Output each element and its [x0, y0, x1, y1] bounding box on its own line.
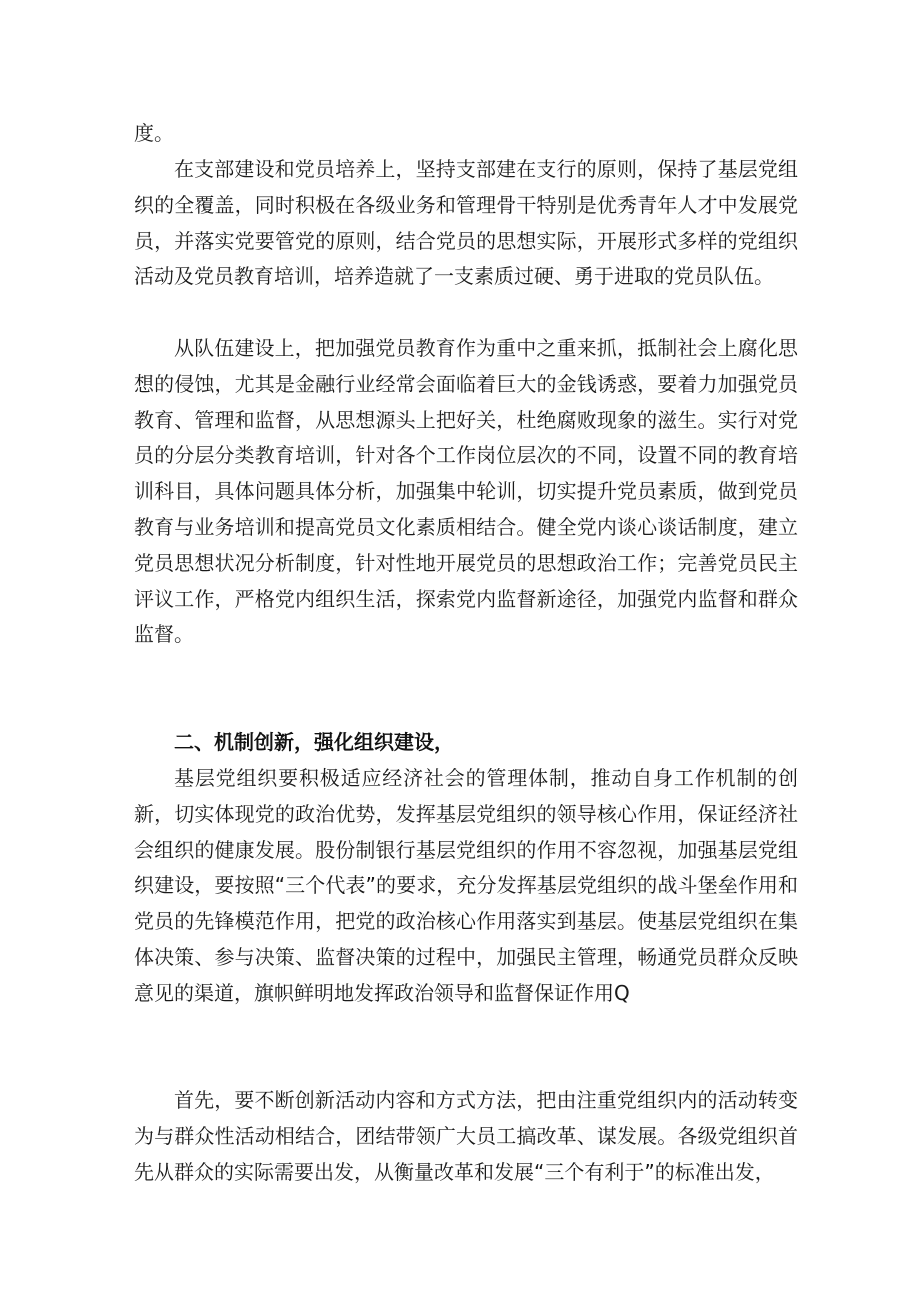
paragraph-first: 首先，要不断创新活动内容和方式方法，把由注重党组织内的活动转变为与群众性活动相结合，团结带领广大员工搞改革、谋发展。各级党组织首先从群众的实际需要出发，从衡量改革和发展“三个有利于”的标准出发，	[134, 1088, 798, 1184]
section-heading: 二、机制创新，强化组织建设，	[174, 730, 454, 754]
paragraph-continuation: 度。	[134, 121, 174, 145]
paragraph-team-building: 从队伍建设上，把加强党员教育作为重中之重来抓，抵制社会上腐化思想的侵蚀，尤其是金融行业经常会面临着巨大的金钱诱惑，要着力加强党员教育、管理和监督，从思想源头上把好关，杜绝腐败现象的滋生。实行对党员的分层分类教育培训，针对各个工作岗位层次的不同，设置不同的教育培训科目，具体问题具体分析，加强集中轮训，切实提升党员素质，做到党员教育与业务培训和提高党员文化素质相结合。健全党内谈心谈话制度，建立党员思想状况分析制度，针对性地开展党员的思想政治工作；完善党员民主评议工作，严格党内组织生活，探索党内监督新途径，加强党内监督和群众监督。	[134, 336, 798, 647]
paragraph-mechanism-innovation: 基层党组织要积极适应经济社会的管理体制，推动自身工作机制的创新，切实体现党的政治优势，发挥基层党组织的领导核心作用，保证经济社会组织的健康发展。股份制银行基层党组织的作用不容忽视，加强基层党组织建设，要按照“三个代表”的要求，充分发挥基层党组织的战斗堡垒作用和党员的先锋模范作用，把党的政治核心作用落实到基层。使基层党组织在集体决策、参与决策、监督决策的过程中，加强民主管理，畅通党员群众反映意见的渠道，旗帜鲜明地发挥政治领导和监督保证作用Q	[134, 766, 798, 1005]
paragraph-branch-building: 在支部建设和党员培养上，坚持支部建在支行的原则，保持了基层党组织的全覆盖，同时积极在各级业务和管理骨干特别是优秀青年人才中发展党员，并落实党要管党的原则，结合党员的思想实际，开展形式多样的党组织活动及党员教育培训，培养造就了一支素质过硬、勇于进取的党员队伍。	[134, 157, 798, 289]
